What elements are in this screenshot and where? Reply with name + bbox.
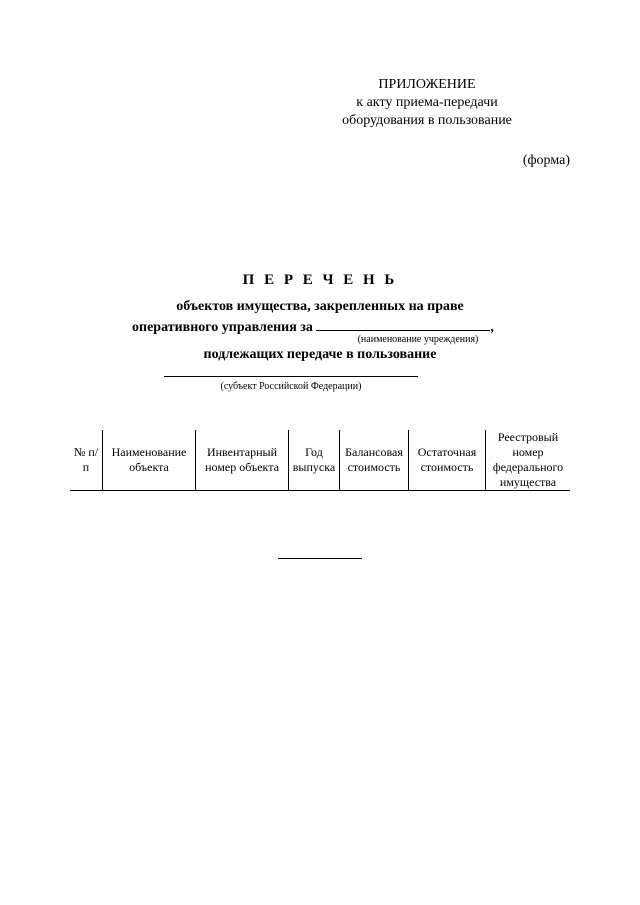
col-header-year: Год выпуска xyxy=(289,430,340,491)
col-header-number: № п/п xyxy=(73,445,99,474)
institution-caption: (наименование учреждения) xyxy=(357,334,479,345)
col-header-balance: Балансовая стоимость xyxy=(340,430,409,491)
title-line-2-prefix: оперативного управления за xyxy=(132,320,313,335)
appendix-block xyxy=(320,76,534,130)
property-table xyxy=(70,430,570,491)
appendix-title: ПРИЛОЖЕНИЕ xyxy=(378,77,476,92)
col-header-residual: Остаточная стоимость xyxy=(409,430,486,491)
form-label: (форма) xyxy=(522,153,570,168)
act-line-1: к акту приема-передачи xyxy=(356,95,498,110)
institution-blank-field[interactable] xyxy=(316,317,490,331)
subject-blank-field[interactable] xyxy=(164,376,418,377)
title-line-2-suffix: , xyxy=(490,320,494,335)
col-header-registry: Реестровый номер федерального имущества xyxy=(486,430,571,491)
col-header-inventory: Инвентарный номер объекта xyxy=(196,430,289,491)
subject-caption: (субъект Российской Федерации) xyxy=(220,381,362,392)
title-line-3: подлежащих передаче в пользование xyxy=(203,347,437,362)
end-divider xyxy=(278,558,362,559)
title-line-1: объектов имущества, закрепленных на праве xyxy=(176,299,464,314)
col-header-name: Наименование объекта xyxy=(103,430,196,491)
act-line-2: оборудования в пользование xyxy=(342,113,512,128)
table-header-row xyxy=(70,430,570,491)
document-heading: П Е Р Е Ч Е Н Ь xyxy=(242,272,398,288)
